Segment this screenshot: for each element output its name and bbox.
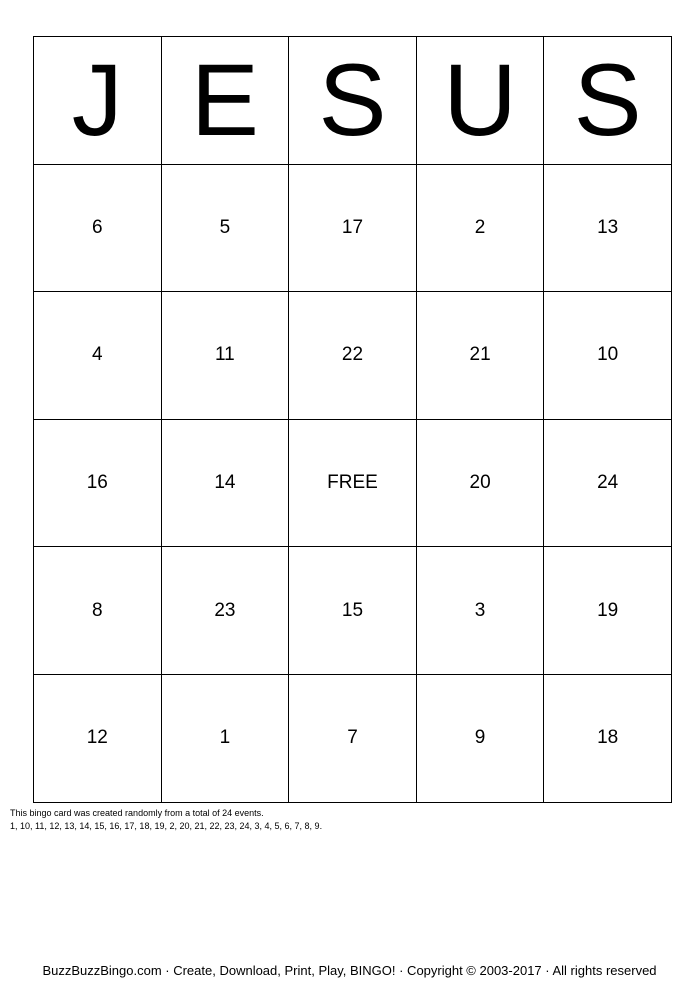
- card-row: [34, 419, 672, 547]
- card-cell: 20: [416, 419, 544, 547]
- header-letter: U: [416, 37, 544, 165]
- header-letter: E: [161, 37, 289, 165]
- card-cell: 14: [161, 419, 289, 547]
- header-letter: J: [34, 37, 162, 165]
- card-cell: 12: [34, 674, 162, 802]
- card-row: [34, 547, 672, 675]
- card-row: [34, 292, 672, 420]
- card-cell: 9: [416, 674, 544, 802]
- header-letter: S: [289, 37, 417, 165]
- card-cell: 15: [289, 547, 417, 675]
- bingo-card: [33, 36, 672, 803]
- header-letter: S: [544, 37, 672, 165]
- card-note: This bingo card was created randomly from a total of 24 events.: [10, 808, 264, 818]
- card-cell: 5: [161, 164, 289, 292]
- card-row: [34, 674, 672, 802]
- footer-copyright: BuzzBuzzBingo.com · Create, Download, Print, Play, BINGO! · Copyright © 2003-2017 · All rights reserved: [42, 963, 657, 978]
- card-cell: 17: [289, 164, 417, 292]
- card-cell: 19: [544, 547, 672, 675]
- card-cell: 21: [416, 292, 544, 420]
- card-row: [34, 164, 672, 292]
- event-list: 1, 10, 11, 12, 13, 14, 15, 16, 17, 18, 19, 2, 20, 21, 22, 23, 24, 3, 4, 5, 6, 7, 8, 9.: [10, 821, 323, 831]
- free-space-cell: FREE: [289, 419, 417, 547]
- card-cell: 6: [34, 164, 162, 292]
- card-cell: 18: [544, 674, 672, 802]
- card-cell: 1: [161, 674, 289, 802]
- card-cell: 8: [34, 547, 162, 675]
- card-cell: 16: [34, 419, 162, 547]
- card-cell: 4: [34, 292, 162, 420]
- card-header-row: [34, 37, 672, 165]
- card-cell: 2: [416, 164, 544, 292]
- card-cell: 13: [544, 164, 672, 292]
- card-cell: 10: [544, 292, 672, 420]
- card-cell: 3: [416, 547, 544, 675]
- card-cell: 7: [289, 674, 417, 802]
- card-cell: 11: [161, 292, 289, 420]
- card-cell: 22: [289, 292, 417, 420]
- card-cell: 24: [544, 419, 672, 547]
- card-cell: 23: [161, 547, 289, 675]
